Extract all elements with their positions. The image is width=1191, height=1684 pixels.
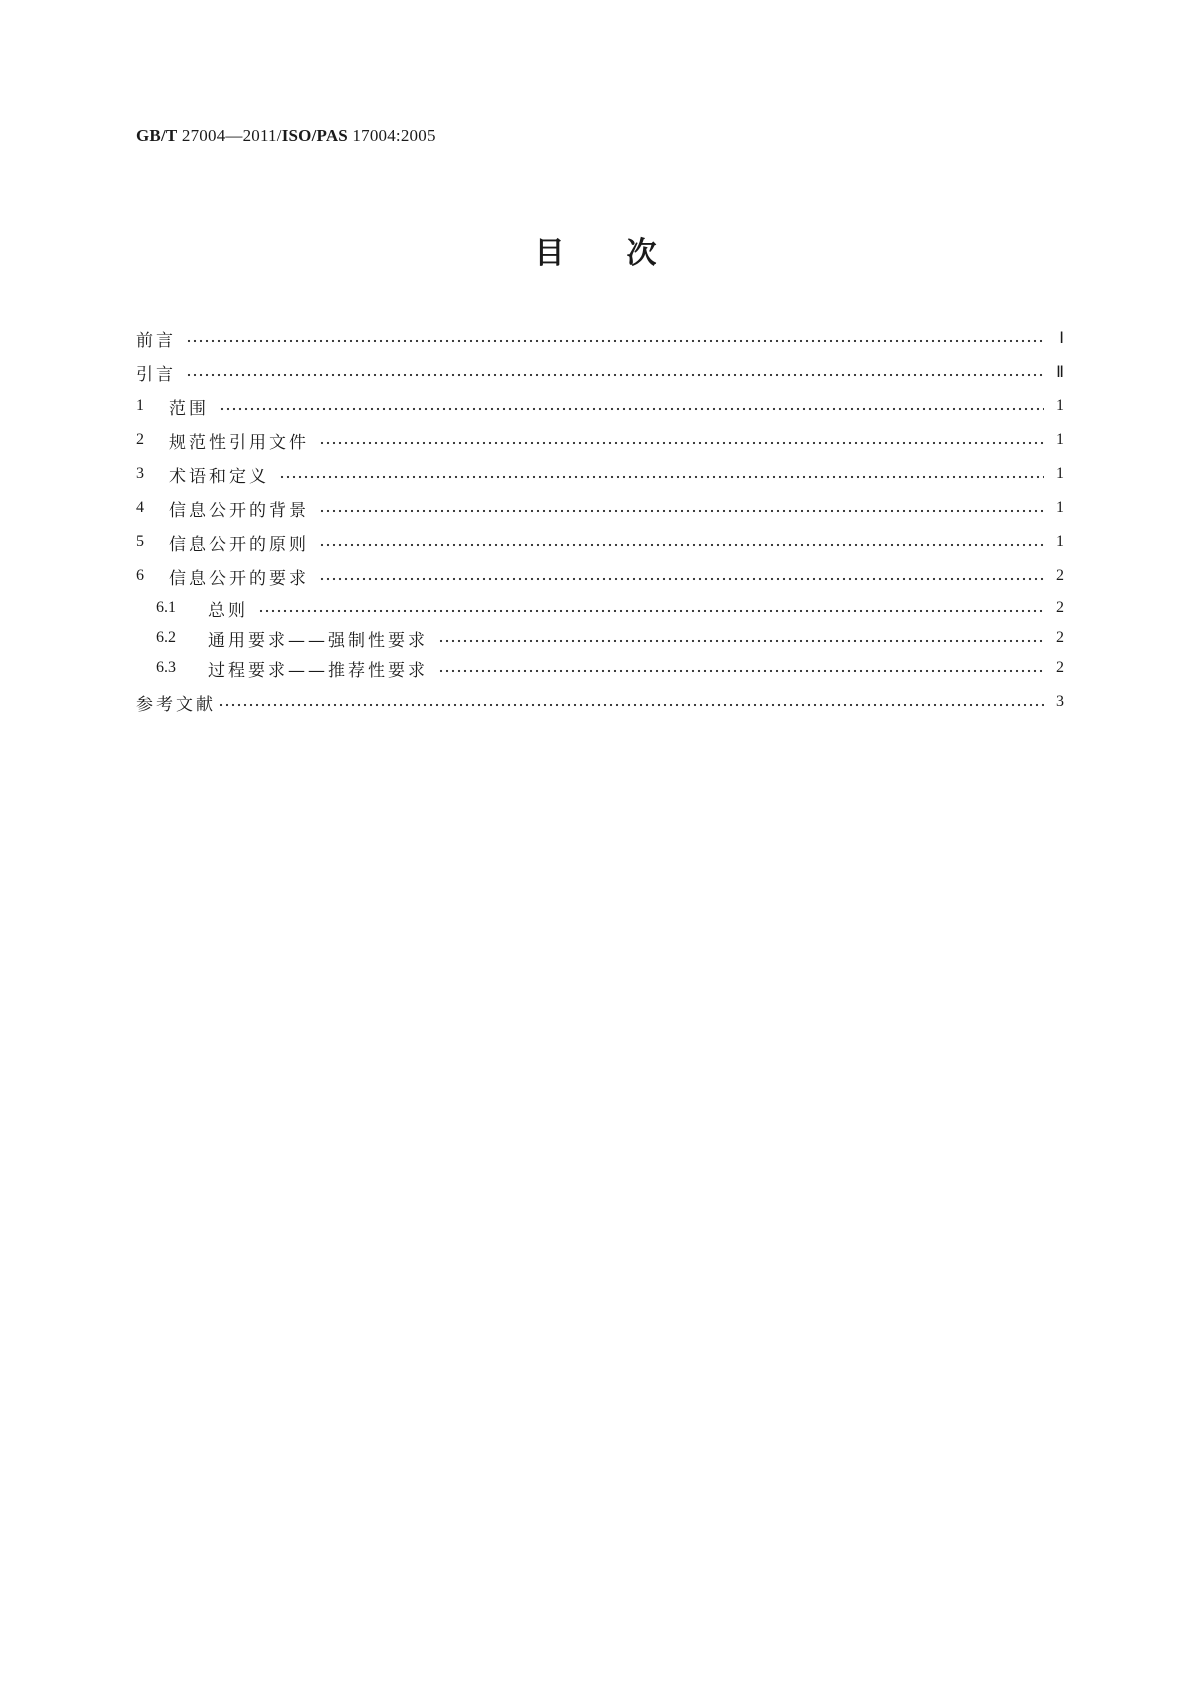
toc-section-number: 6.3: [156, 659, 176, 676]
toc-label: 过程要求——推荐性要求: [208, 660, 428, 681]
dot-leader: [219, 407, 1044, 411]
standard-code: GB/T: [136, 126, 178, 145]
toc-page-number: 1: [1056, 499, 1064, 516]
document-header: [136, 126, 436, 146]
iso-number: 17004:2005: [352, 126, 436, 145]
toc-section-number: 5: [136, 533, 144, 550]
toc-entry-foreword[interactable]: [136, 324, 1064, 352]
toc-label: 信息公开的要求: [169, 568, 309, 589]
toc-section-number: 4: [136, 499, 144, 516]
dot-leader: [319, 543, 1044, 547]
toc-page-number: 1: [1056, 465, 1064, 482]
toc-label: 信息公开的原则: [169, 534, 309, 555]
toc-page-number: 1: [1056, 533, 1064, 550]
toc-entry-scope[interactable]: [136, 392, 1064, 420]
toc-label: 引言: [136, 364, 176, 385]
dot-leader: [438, 669, 1044, 673]
toc-entry-disclosure-requirements[interactable]: [136, 562, 1064, 590]
dot-leader: [258, 609, 1044, 613]
toc-entry-process-requirements[interactable]: [156, 654, 1064, 682]
toc-entry-bibliography[interactable]: [136, 688, 1064, 716]
toc-label: 通用要求——强制性要求: [208, 630, 428, 651]
toc-page-number: 2: [1056, 599, 1064, 616]
toc-page-number: 1: [1056, 397, 1064, 414]
toc-section-number: 6.1: [156, 599, 176, 616]
toc-label: 范围: [169, 398, 209, 419]
dot-leader: [218, 703, 1044, 707]
toc-entry-terms-definitions[interactable]: [136, 460, 1064, 488]
toc-page-number: 2: [1056, 567, 1064, 584]
toc-entry-disclosure-background[interactable]: [136, 494, 1064, 522]
dot-leader: [186, 339, 1044, 343]
standard-number: 27004—2011/: [181, 126, 282, 145]
toc-section-number: 3: [136, 465, 144, 482]
dot-leader: [319, 577, 1044, 581]
toc-label: 规范性引用文件: [169, 432, 309, 453]
toc-label: 总则: [208, 600, 248, 621]
toc-entry-introduction[interactable]: [136, 358, 1064, 386]
dot-leader: [438, 639, 1044, 643]
toc-label: 参考文献: [136, 694, 216, 715]
table-of-contents: [136, 324, 1064, 754]
toc-section-number: 2: [136, 431, 144, 448]
toc-section-number: 6: [136, 567, 144, 584]
dot-leader: [319, 509, 1044, 513]
toc-section-number: 6.2: [156, 629, 176, 646]
iso-code: ISO/PAS: [281, 126, 348, 145]
toc-page-number: 3: [1056, 693, 1064, 710]
toc-page-number: Ⅱ: [1056, 364, 1064, 381]
toc-page-number: 2: [1056, 659, 1064, 676]
dot-leader: [319, 441, 1044, 445]
dot-leader: [279, 475, 1044, 479]
toc-page-number: 2: [1056, 629, 1064, 646]
toc-label: 前言: [136, 330, 176, 351]
toc-page-number: 1: [1056, 431, 1064, 448]
toc-label: 信息公开的背景: [169, 500, 309, 521]
toc-entry-disclosure-principles[interactable]: [136, 528, 1064, 556]
toc-label: 术语和定义: [169, 466, 269, 487]
dot-leader: [186, 373, 1044, 377]
page-title: 目次: [534, 236, 719, 271]
toc-page-number: Ⅰ: [1059, 330, 1064, 347]
toc-entry-general-requirements[interactable]: [156, 624, 1064, 652]
toc-entry-normative-references[interactable]: [136, 426, 1064, 454]
toc-entry-general[interactable]: [156, 594, 1064, 622]
toc-section-number: 1: [136, 397, 144, 414]
